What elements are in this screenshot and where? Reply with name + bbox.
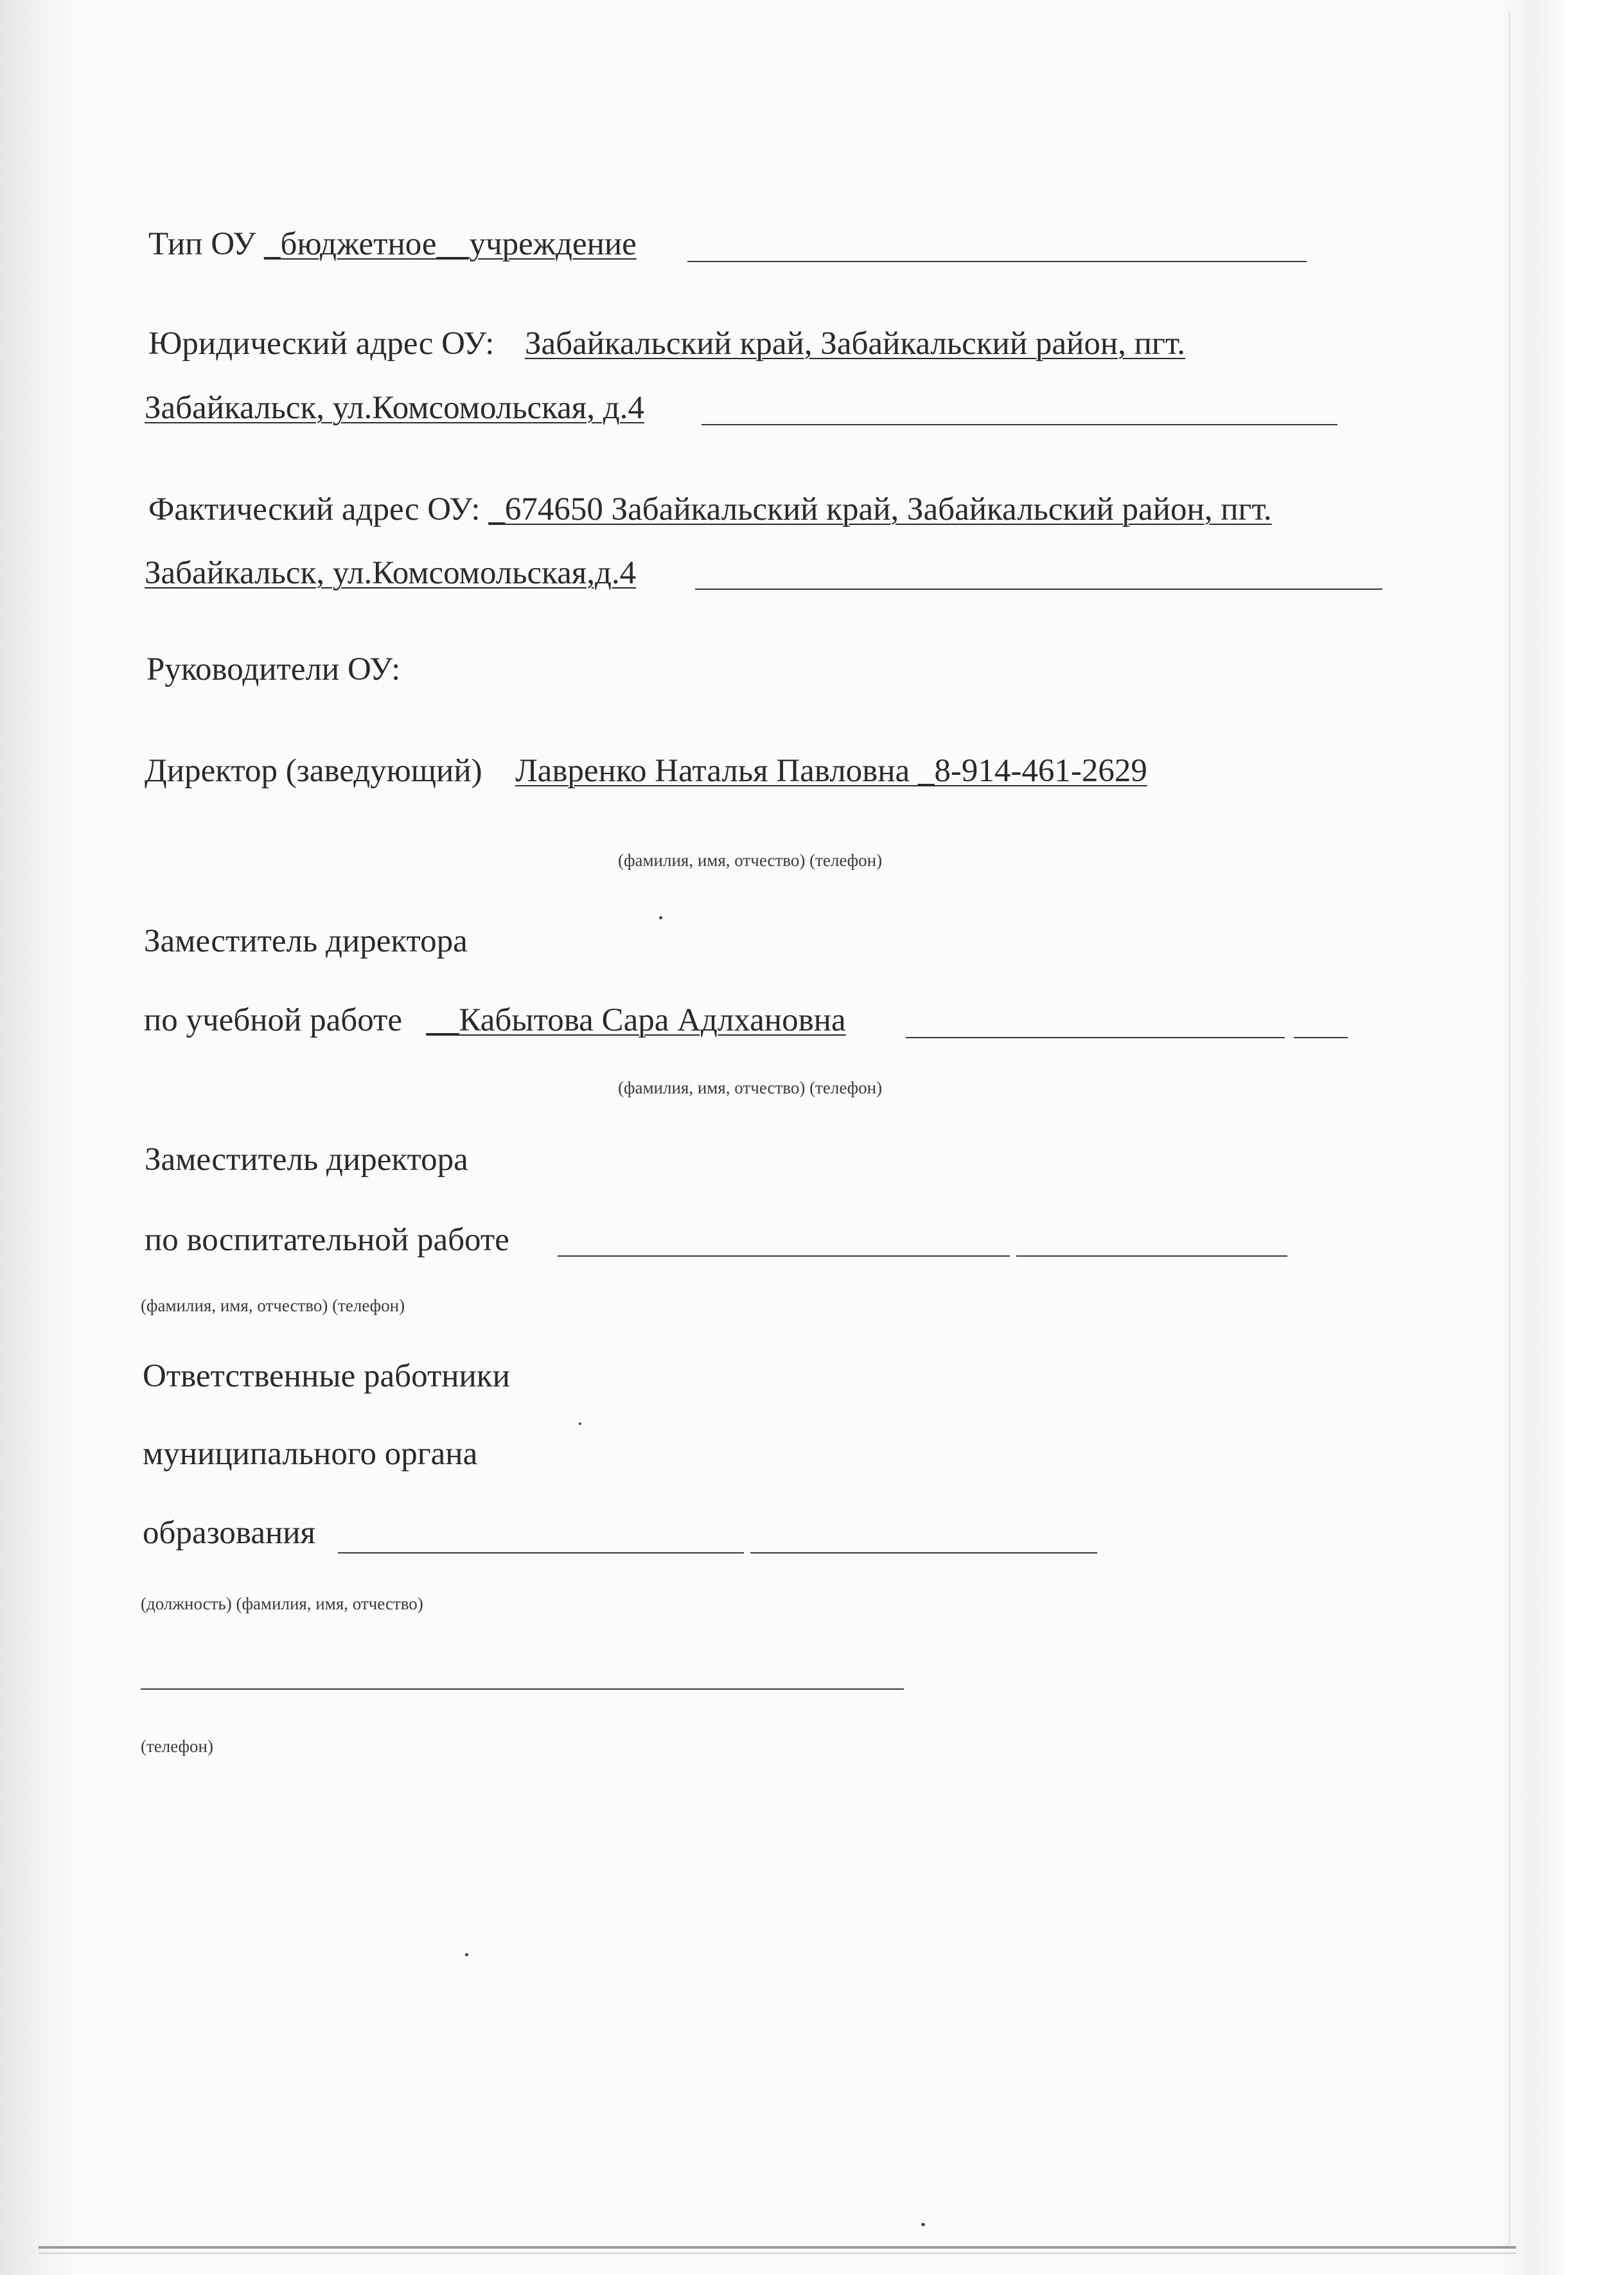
heads-heading: Руководители ОУ: — [146, 651, 401, 687]
deputy-study-blank-1 — [906, 1037, 1285, 1038]
legal-address-line1: Забайкальский край, Забайкальский район, пгт. — [524, 326, 1186, 362]
municipal-phone-blank — [141, 1688, 904, 1690]
deputy-study-blank-2 — [1294, 1037, 1348, 1038]
scan-edge-right — [1496, 0, 1624, 2275]
director-hint: (фамилия, имя, отчество) (телефон) — [618, 851, 883, 870]
deputy-study-row — [144, 1001, 846, 1040]
scan-speck — [465, 1953, 468, 1956]
scan-edge-bottom — [39, 2246, 1516, 2249]
deputy-study-label-1: Заместитель директора — [144, 923, 468, 959]
actual-address-blank — [695, 589, 1382, 590]
actual-address-row — [148, 490, 1272, 529]
deputy-study-hint: (фамилия, имя, отчество) (телефон) — [618, 1078, 883, 1097]
type-label: Тип ОУ — [148, 226, 256, 262]
scan-edge-line — [1508, 13, 1510, 2249]
director-label: Директор (заведующий) — [145, 753, 482, 789]
municipal-label-2: муниципального органа — [143, 1436, 478, 1472]
legal-address-row-2 — [145, 389, 644, 427]
municipal-blank-1 — [338, 1552, 744, 1554]
actual-address-line1: _674650 Забайкальский край, Забайкальский район, пгт. — [488, 491, 1272, 527]
deputy-study-label-2: по учебной работе — [144, 1002, 402, 1038]
legal-address-label: Юридический адрес ОУ: — [148, 326, 495, 362]
legal-address-blank — [702, 424, 1337, 425]
scan-edge-left — [0, 0, 84, 2275]
actual-address-row-2 — [145, 554, 636, 592]
type-value: _бюджетное__учреждение — [264, 226, 637, 262]
deputy-education-label-2: по воспитательной работе — [145, 1222, 509, 1258]
deputy-education-hint: (фамилия, имя, отчество) (телефон) — [141, 1296, 405, 1315]
director-row — [145, 752, 1147, 790]
deputy-education-blank-2 — [1016, 1255, 1287, 1257]
legal-address-row — [148, 324, 1185, 363]
scan-speck — [659, 916, 662, 919]
municipal-blank-2 — [750, 1552, 1097, 1554]
municipal-phone-hint: (телефон) — [141, 1737, 213, 1756]
municipal-label-1: Ответственные работники — [143, 1358, 510, 1394]
actual-address-label: Фактический адрес ОУ: — [148, 491, 481, 527]
director-value: Лавренко Наталья Павловна _8-914-461-2629 — [515, 753, 1147, 789]
deputy-education-label-1: Заместитель директора — [145, 1142, 468, 1178]
type-row — [148, 225, 637, 263]
municipal-label-3: образования — [143, 1515, 316, 1551]
scan-speck — [921, 2223, 925, 2226]
scan-edge-bottom-shadow — [39, 2253, 1516, 2254]
municipal-hint: (должность) (фамилия, имя, отчество) — [141, 1594, 423, 1613]
deputy-education-blank-1 — [558, 1255, 1010, 1257]
deputy-study-value: __Кабытова Сара Адлхановна — [426, 1002, 846, 1038]
scan-speck — [579, 1422, 581, 1425]
legal-address-line2: Забайкальск, ул.Комсомольская, д.4 — [145, 390, 644, 426]
actual-address-line2: Забайкальск, ул.Комсомольская,д.4 — [145, 555, 637, 591]
type-blank — [687, 261, 1307, 262]
